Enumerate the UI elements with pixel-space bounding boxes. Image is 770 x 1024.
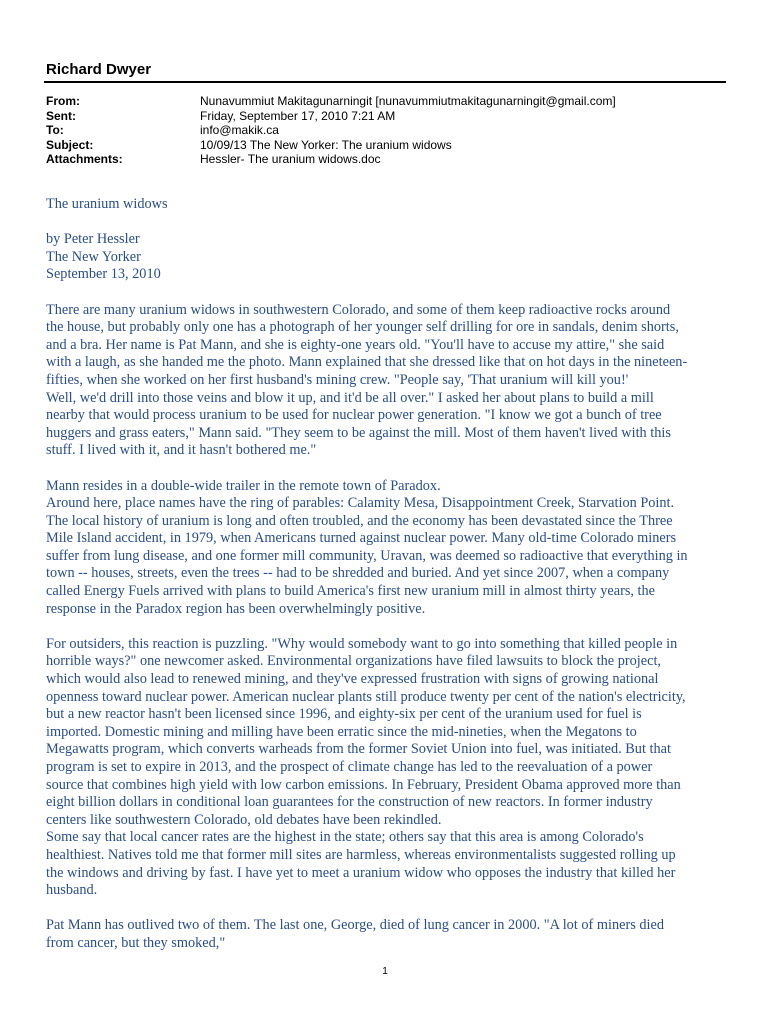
paragraph-line: Pat Mann has outlived two of them. The last one, George, died of lung cancer in 2000. "A lot of miners died xyxy=(46,917,664,934)
article-paragraph xyxy=(46,917,736,952)
article-publication: The New Yorker xyxy=(46,248,141,265)
paragraph-line: husband. xyxy=(46,882,98,899)
paragraph-line: openness toward nuclear power. American nuclear plants still produce twenty per cent of the nation's electricity, xyxy=(46,688,686,705)
article-meta xyxy=(46,231,736,284)
page-number: 1 xyxy=(382,966,388,977)
paragraph-line: Megawatts program, which converts warheads from the former Soviet Union into fuel, was initiated. But that xyxy=(46,741,671,758)
paragraph-line: and a bra. Her name is Pat Mann, and she is eighty-one years old. "You'll have to accuse my attire," she said xyxy=(46,336,665,353)
paragraph-line: stuff. I lived with it, and it hasn't bothered me." xyxy=(46,442,317,459)
email-headers xyxy=(46,94,616,167)
paragraph-line: but a new reactor hasn't been licensed since 1996, and eighty-six per cent of the uranium used for fuel is xyxy=(46,706,642,723)
subject-label: Subject: xyxy=(46,137,94,152)
header-divider xyxy=(44,81,726,83)
article-paragraph xyxy=(46,636,736,900)
sent-value: Friday, September 17, 2010 7:21 AM xyxy=(200,108,396,123)
article-byline: by Peter Hessler xyxy=(46,231,140,248)
paragraph-line: Mann resides in a double-wide trailer in the remote town of Paradox. xyxy=(46,477,441,494)
article-title: The uranium widows xyxy=(46,196,168,212)
paragraph-line: Well, we'd drill into those veins and blow it up, and it'd be all over." I asked her about plans to build a mill xyxy=(46,389,654,406)
header-row-attachments xyxy=(46,152,616,167)
paragraph-line: Around here, place names have the ring of parables: Calamity Mesa, Disappointment Creek, Starvation Point. xyxy=(46,495,675,512)
paragraph-line: The local history of uranium is long and often troubled, and the economy has been devastated since the Three xyxy=(46,512,673,529)
paragraph-line: eight billion dollars in conditional loan guarantees for the construction of new reactors. In former industry xyxy=(46,794,653,811)
subject-value: 10/09/13 The New Yorker: The uranium widows xyxy=(200,137,452,152)
paragraph-line: fifties, when she worked on her first husband's mining crew. "People say, 'That uranium will kill you!' xyxy=(46,371,629,388)
paragraph-line: centers like southwestern Colorado, old debates have been rekindled. xyxy=(46,811,442,828)
article-paragraph xyxy=(46,302,736,460)
header-row-from xyxy=(46,94,616,109)
paragraph-line: town -- houses, streets, even the trees -- had to be shredded and buried. And yet since 2007, when a company xyxy=(46,565,670,582)
from-value: Nunavummiut Makitagunarningit [nunavummiutmakitagunarningit@gmail.com] xyxy=(200,94,616,108)
paragraph-line: horrible ways?" one newcomer asked. Environmental organizations have filed lawsuits to block the project, xyxy=(46,653,661,670)
paragraph-line: the house, but probably only one has a photograph of her younger self drilling for ore in sandals, denim shorts, xyxy=(46,319,679,336)
paragraph-line: imported. Domestic mining and milling have been erratic since the mid-nineties, when the Megatons to xyxy=(46,723,637,740)
header-row-to xyxy=(46,123,616,138)
to-label: To: xyxy=(46,123,64,137)
paragraph-line: response in the Paradox region has been overwhelmingly positive. xyxy=(46,600,426,617)
article-paragraph xyxy=(46,478,736,619)
attachments-label: Attachments: xyxy=(46,152,123,166)
header-row-sent xyxy=(46,109,616,124)
paragraph-line: huggers and grass eaters," Mann said. "They seem to be against the mill. Most of them haven't lived with this xyxy=(46,424,671,441)
paragraph-line: For outsiders, this reaction is puzzling. "Why would somebody want to go into something that killed people in xyxy=(46,635,678,652)
paragraph-line: Some say that local cancer rates are the highest in the state; others say that this area is among Colorado's xyxy=(46,829,644,846)
paragraph-line: Mile Island accident, in 1979, when Americans turned against nuclear power. Many old-time Colorado miners xyxy=(46,530,677,547)
paragraph-line: which would also lead to renewed mining, and they've expressed frustration with signs of growing national xyxy=(46,671,659,688)
paragraph-line: suffer from lung disease, and one former mill community, Uravan, was deemed so radioactive that everything in xyxy=(46,547,688,564)
article-title-block xyxy=(46,196,736,214)
email-body xyxy=(46,196,736,970)
paragraph-line: program is set to expire in 2013, and the prospect of climate change has led to the reevaluation of a power xyxy=(46,759,653,775)
paragraph-line: the windows and driving by fast. I have yet to meet a uranium widow who opposes the industry that killed her xyxy=(46,864,676,881)
paragraph-line: with a laugh, as she handed me the photo. Mann explained that she dressed like that on hot days in the nineteen- xyxy=(46,354,688,371)
sent-label: Sent: xyxy=(46,108,76,123)
paragraph-line: There are many uranium widows in southwestern Colorado, and some of them keep radioactive rocks around xyxy=(46,301,671,318)
to-value[interactable]: info@makik.ca xyxy=(200,123,279,137)
paragraph-line: source that combines high yield with low carbon emissions. In February, President Obama approved more than xyxy=(46,776,681,793)
from-label: From: xyxy=(46,94,80,108)
sender-name: Richard Dwyer xyxy=(46,61,152,78)
article-date: September 13, 2010 xyxy=(46,266,161,283)
article-paragraphs xyxy=(46,302,736,953)
paragraph-line: from cancer, but they smoked," xyxy=(46,934,226,951)
header-row-subject xyxy=(46,138,616,153)
paragraph-line: nearby that would process uranium to be used for nuclear power generation. "I know we got a bunch of tree xyxy=(46,407,662,424)
paragraph-line: called Energy Fuels arrived with plans to build America's first new uranium mill in almost thirty years, the xyxy=(46,583,656,600)
attachment-file[interactable]: Hessler- The uranium widows.doc xyxy=(200,152,381,166)
paragraph-line: healthiest. Natives told me that former mill sites are harmless, whereas environmentalists suggested rolling up xyxy=(46,846,676,863)
